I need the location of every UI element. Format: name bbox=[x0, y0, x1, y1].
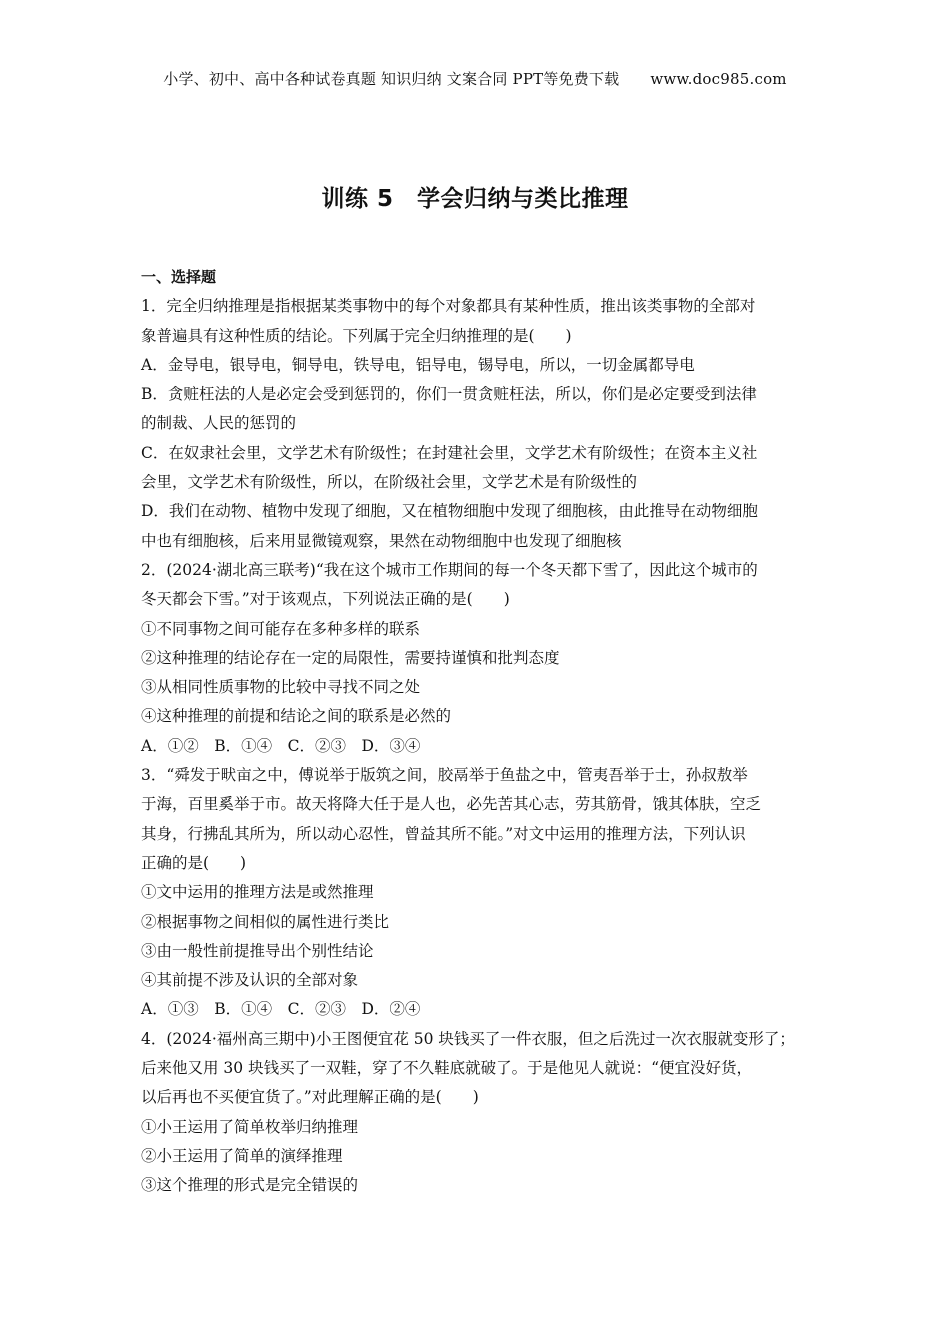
text-line: 1．完全归纳推理是指根据某类事物中的每个对象都具有某种性质，推出该类事物的全部对 bbox=[141, 297, 756, 316]
text-line: 以后再也不买便宜货了。”对此理解正确的是( ) bbox=[141, 1088, 479, 1107]
text-line: 后来他又用 30 块钱买了一双鞋，穿了不久鞋底就破了。于是他见人就说：“便宜没好货， bbox=[141, 1059, 753, 1078]
header-text: 小学、初中、高中各种试卷真题 知识归纳 文案合同 PPT等免费下载 bbox=[163, 70, 620, 88]
text-line: ④这种推理的前提和结论之间的联系是必然的 bbox=[141, 707, 452, 726]
question-lines bbox=[141, 292, 821, 1200]
text-line: ③由一般性前提推导出个别性结论 bbox=[141, 941, 374, 960]
page-title: 训练 5 学会归纳与类比推理 bbox=[321, 186, 629, 212]
text-line: 会里，文学艺术有阶级性，所以，在阶级社会里，文学艺术是有阶级性的 bbox=[141, 473, 638, 492]
text-line: 象普遍具有这种性质的结论。下列属于完全归纳推理的是( ) bbox=[141, 326, 572, 345]
text-line: ②小王运用了简单的演绎推理 bbox=[141, 1146, 343, 1165]
text-line: 的制裁、人民的惩罚的 bbox=[141, 414, 297, 433]
text-line: ②根据事物之间相似的属性进行类比 bbox=[141, 912, 390, 931]
text-line: A．①③ B．①④ C．②③ D．②④ bbox=[141, 1000, 421, 1019]
text-line: 2．(2024·湖北高三联考)“我在这个城市工作期间的每一个冬天都下雪了，因此这个城市的 bbox=[141, 560, 758, 579]
text-line: 中也有细胞核，后来用显微镜观察，果然在动物细胞中也发现了细胞核 bbox=[141, 531, 622, 550]
text-line: 4．(2024·福州高三期中)小王图便宜花 50 块钱买了一件衣服，但之后洗过一次衣服就变形了； bbox=[141, 1029, 795, 1048]
text-line: B．贪赃枉法的人是必定会受到惩罚的，你们一贯贪赃枉法，所以，你们是必定要受到法律 bbox=[141, 385, 757, 404]
text-line: ③从相同性质事物的比较中寻找不同之处 bbox=[141, 678, 421, 697]
text-line: ①不同事物之间可能存在多种多样的联系 bbox=[141, 619, 421, 638]
section-heading: 一、选择题 bbox=[141, 268, 217, 286]
text-line: 3．“舜发于畎亩之中，傅说举于版筑之间，胶鬲举于鱼盐之中，管夷吾举于士，孙叔敖举 bbox=[141, 766, 748, 785]
text-line: ①文中运用的推理方法是或然推理 bbox=[141, 883, 374, 902]
header-site-url[interactable]: www.doc985.com bbox=[650, 70, 787, 88]
text-line: ④其前提不涉及认识的全部对象 bbox=[141, 971, 359, 990]
text-line: 其身，行拂乱其所为，所以动心忍性，曾益其所不能。”对文中运用的推理方法，下列认识 bbox=[141, 824, 746, 843]
text-line: ①小王运用了简单枚举归纳推理 bbox=[141, 1117, 359, 1136]
text-line: ③这个推理的形式是完全错误的 bbox=[141, 1176, 359, 1195]
text-line: ②这种推理的结论存在一定的局限性，需要持谨慎和批判态度 bbox=[141, 648, 560, 667]
page-header bbox=[0, 68, 950, 89]
text-line: 正确的是( ) bbox=[141, 853, 247, 872]
text-line: A．金导电，银导电，铜导电，铁导电，铝导电，锡导电，所以，一切金属都导电 bbox=[141, 355, 695, 374]
text-line: A．①② B．①④ C．②③ D．③④ bbox=[141, 736, 421, 755]
text-line: C．在奴隶社会里，文学艺术有阶级性；在封建社会里，文学艺术有阶级性；在资本主义社 bbox=[141, 443, 758, 462]
text-line: D．我们在动物、植物中发现了细胞，又在植物细胞中发现了细胞核，由此推导在动物细胞 bbox=[141, 502, 758, 521]
text-line: 冬天都会下雪。”对于该观点，下列说法正确的是( ) bbox=[141, 590, 510, 609]
text-line: 于海，百里奚举于市。故天将降大任于是人也，必先苦其心志，劳其筋骨，饿其体肤，空乏 bbox=[141, 795, 762, 814]
question-body bbox=[141, 263, 821, 1201]
